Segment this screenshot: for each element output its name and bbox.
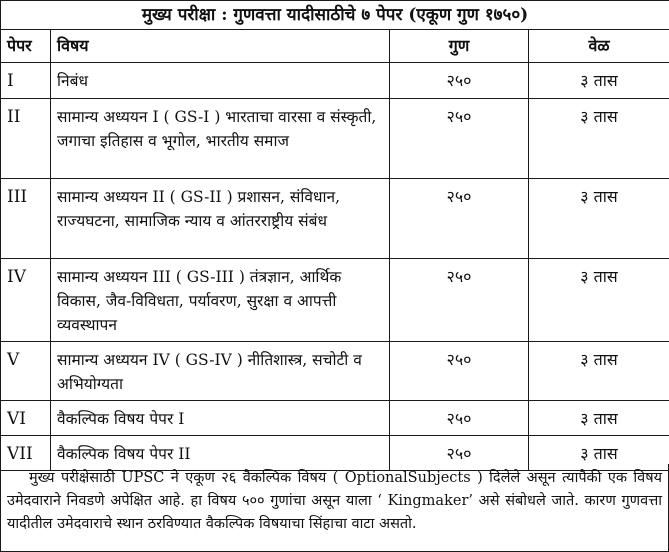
- cell-time: ३ तास: [529, 436, 669, 471]
- cell-subject: वैकल्पिक विषय पेपर I: [51, 401, 390, 436]
- cell-time: ३ तास: [529, 99, 669, 179]
- cell-paper: II: [1, 99, 51, 179]
- table-row: [1, 99, 669, 179]
- table-row: [1, 342, 669, 401]
- cell-subject: सामान्य अध्ययन I ( GS-I ) भारताचा वारसा व संस्कृती, जगाचा इतिहास व भूगोल, भारतीय समाज: [51, 99, 390, 179]
- cell-time: ३ तास: [529, 401, 669, 436]
- header-row: [1, 30, 669, 63]
- cell-paper: VI: [1, 401, 51, 436]
- header-paper: पेपर: [1, 30, 51, 63]
- cell-marks: २५०: [390, 436, 529, 471]
- cell-marks: २५०: [390, 63, 529, 99]
- cell-time: ३ तास: [529, 259, 669, 342]
- header-time: वेळ: [529, 30, 669, 63]
- cell-marks: २५०: [390, 99, 529, 179]
- header-subject: विषय: [51, 30, 390, 63]
- cell-marks: २५०: [390, 259, 529, 342]
- cell-subject: निबंध: [51, 63, 390, 99]
- cell-marks: २५०: [390, 179, 529, 259]
- optional-subject-note: मुख्य परीक्षेसाठी UPSC ने एकूण २६ वैकल्पिक विषय ( OptionalSubjects ) दिलेले असून त्यापैकी एक विषय उमेदवाराने निवडणे अपेक्षित आहे. हा विषय ५०० गुणांचा असून याला ‘ Kingmaker’ असे संबोधले जाते. कारण गुणवत्ता यादीतील उमेदवाराचे स्थान ठरविण्यात वैकल्पिक विषयाचा सिंहाचा वाटा असतो.: [0, 464, 669, 552]
- cell-subject: सामान्य अध्ययन III ( GS-III ) तंत्रज्ञान, आर्थिक विकास, जैव-विविधता, पर्यावरण, सुरक्षा व आपत्ती व्यवस्थापन: [51, 259, 390, 342]
- cell-paper: V: [1, 342, 51, 401]
- cell-time: ३ तास: [529, 342, 669, 401]
- table-title: मुख्य परीक्षा : गुणवत्ता यादीसाठीचे ७ पेपर (एकूण गुण १७५०): [1, 1, 669, 30]
- table-row: [1, 259, 669, 342]
- cell-paper: IV: [1, 259, 51, 342]
- cell-paper: III: [1, 179, 51, 259]
- cell-time: ३ तास: [529, 179, 669, 259]
- cell-subject: वैकल्पिक विषय पेपर II: [51, 436, 390, 471]
- cell-time: ३ तास: [529, 63, 669, 99]
- cell-marks: २५०: [390, 401, 529, 436]
- table-row: [1, 63, 669, 99]
- table-row: [1, 401, 669, 436]
- header-marks: गुण: [390, 30, 529, 63]
- cell-marks: २५०: [390, 342, 529, 401]
- cell-paper: VII: [1, 436, 51, 471]
- cell-subject: सामान्य अध्ययन IV ( GS-IV ) नीतिशास्त्र, सचोटी व अभियोग्यता: [51, 342, 390, 401]
- cell-paper: I: [1, 63, 51, 99]
- table-row: [1, 179, 669, 259]
- cell-subject: सामान्य अध्ययन II ( GS-II ) प्रशासन, संविधान, राज्यघटना, सामाजिक न्याय व आंतरराष्ट्रीय संबंध: [51, 179, 390, 259]
